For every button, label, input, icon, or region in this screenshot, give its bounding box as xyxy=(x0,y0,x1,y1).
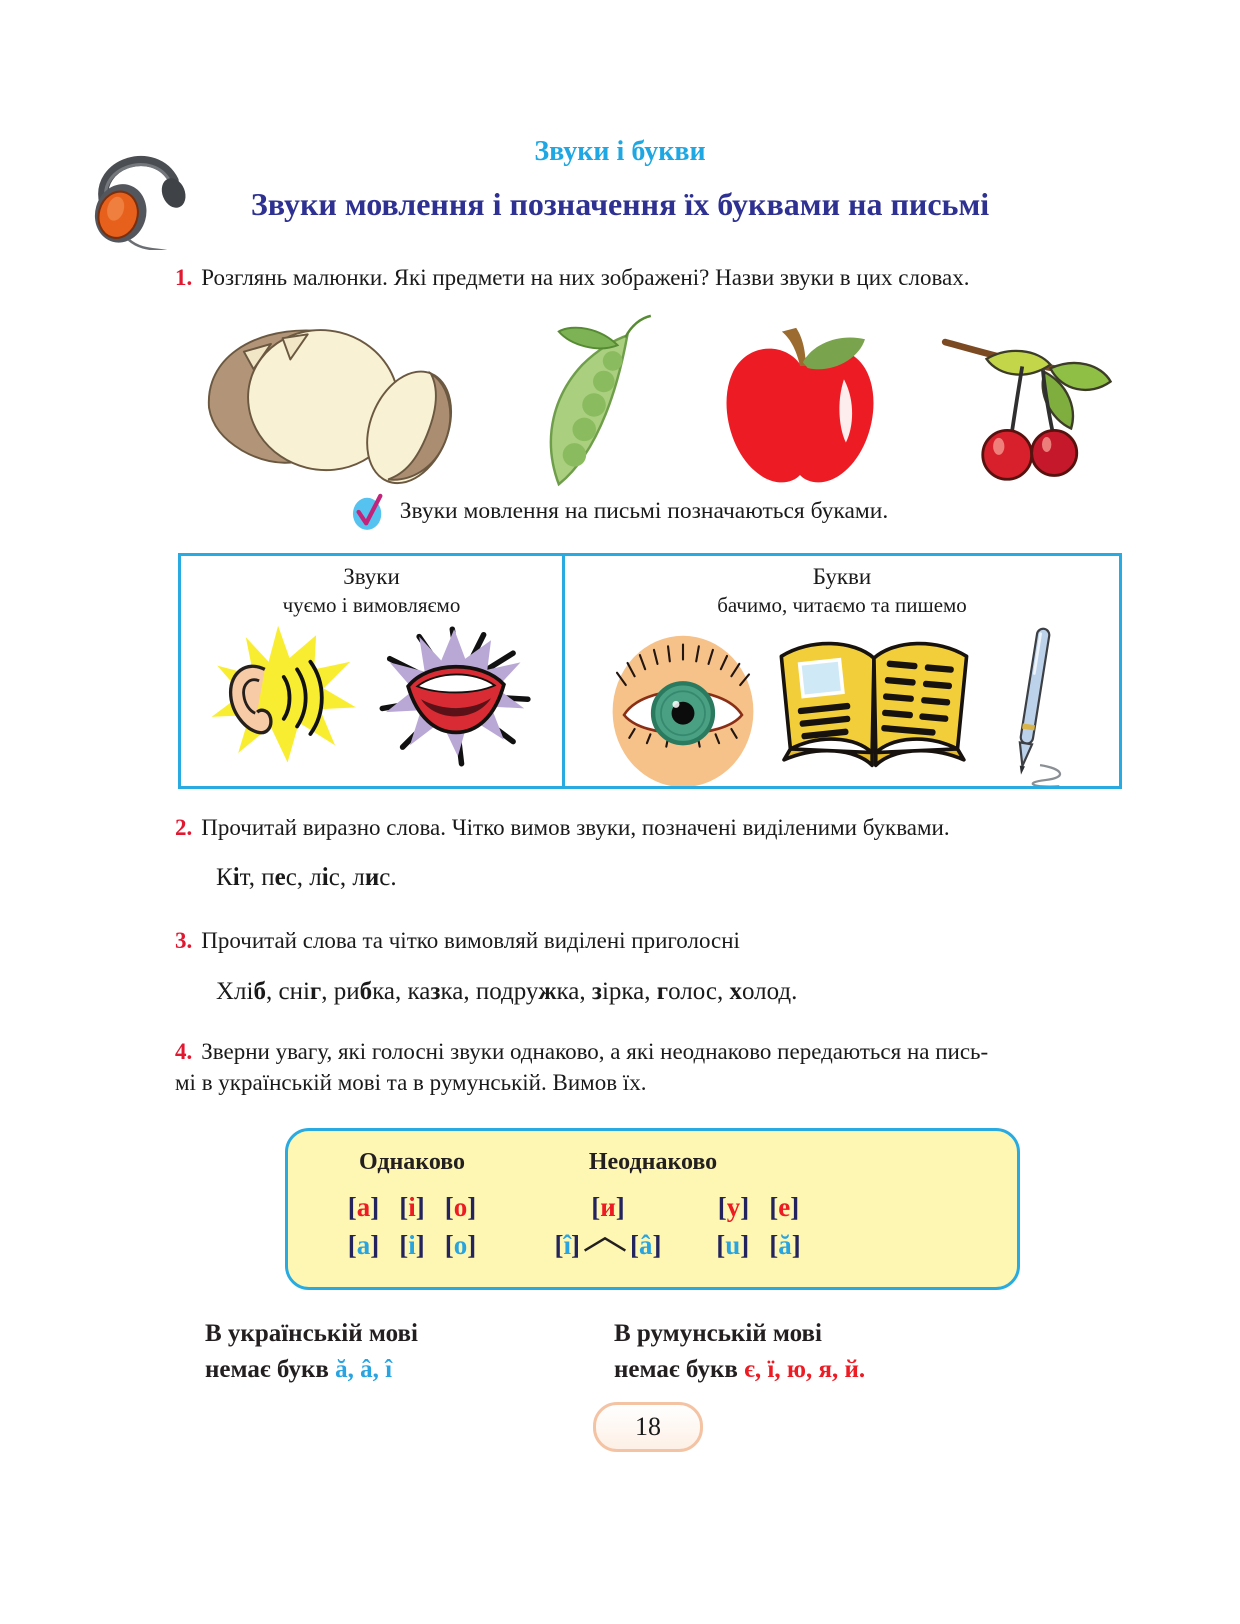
ukrainian-note-line1: В українській мові xyxy=(205,1320,418,1347)
cherries-illustration xyxy=(932,330,1120,496)
romanian-note xyxy=(614,1316,865,1388)
mouth-illustration xyxy=(368,620,544,772)
ear-illustration xyxy=(200,620,360,772)
exercise-4-text-line1: Зверни увагу, які голосні звуки однаково, а які неоднаково передаються на пись- xyxy=(201,1039,989,1064)
exercise-4-text-line2: мі в українській мові та в румунській. Вимов їх. xyxy=(175,1070,647,1095)
exercise-3 xyxy=(175,925,1080,956)
exercise-4-number: 4. xyxy=(175,1039,193,1064)
diff-romanian-phonemes-i-a: [î] [â] xyxy=(554,1230,662,1260)
romanian-note-line1: В румунській мові xyxy=(614,1320,822,1347)
sounds-column-subtitle: чуємо і вимовляємо xyxy=(282,593,461,617)
section-title: Звуки і букви xyxy=(534,136,706,167)
exercise-3-text: Прочитай слова та чітко вимовляй виділені приголосні xyxy=(201,928,740,953)
diff-romanian-phonemes-u-a: [u] [ă] xyxy=(716,1230,801,1260)
exercise-2-words: Кіт, пес, ліс, лис. xyxy=(216,864,397,891)
ukrainian-only-letters: є, ї, ю, я, й. xyxy=(744,1356,866,1383)
checkmark-icon xyxy=(352,490,386,532)
exercise-1 xyxy=(175,262,1080,293)
sounds-letters-table xyxy=(178,553,1122,789)
book-illustration xyxy=(766,620,981,786)
eye-illustration xyxy=(608,634,758,786)
vowels-comparison-box xyxy=(285,1128,1020,1290)
diff-ukrainian-phoneme-y: [и] xyxy=(591,1192,625,1222)
pen-illustration xyxy=(989,621,1077,786)
ukrainian-note-line2: немає букв ă, â, î xyxy=(205,1356,393,1383)
page-title: Звуки мовлення і позначення їх буквами на письмі xyxy=(250,186,990,222)
bread-illustration xyxy=(180,310,480,496)
diff-ukrainian-phonemes-u-e: [у] [е] xyxy=(717,1192,800,1222)
exercise-2-text: Прочитай виразно слова. Чітко вимов звуки, позначені виділеними буквами. xyxy=(201,815,950,840)
circumflex-link-icon xyxy=(583,1235,627,1253)
pea-pod-illustration xyxy=(521,310,669,496)
same-romanian-phonemes: [a] [i] [o] xyxy=(347,1230,477,1260)
same-header: Однаково xyxy=(358,1149,466,1175)
ukrainian-note xyxy=(205,1316,418,1388)
same-ukrainian-phonemes: [а] [і] [о] xyxy=(347,1192,477,1222)
romanian-note-line2: немає букв є, ї, ю, я, й. xyxy=(614,1356,866,1383)
sounds-column-title: Звуки xyxy=(343,564,400,589)
exercise-1-text: Розглянь малюнки. Які предмети на них зображені? Назви звуки в цих словах. xyxy=(201,265,970,290)
different-header: Неоднаково xyxy=(588,1149,718,1175)
exercise-3-number: 3. xyxy=(175,928,193,953)
letters-column xyxy=(565,556,1119,786)
apple-illustration xyxy=(709,324,891,496)
exercise-3-words: Хліб, сніг, рибка, казка, подружка, зірка, голос, холод. xyxy=(216,978,798,1005)
key-point xyxy=(0,490,1240,532)
exercise-1-number: 1. xyxy=(175,265,193,290)
sounds-column xyxy=(181,556,565,786)
page-number: 18 xyxy=(593,1402,703,1452)
romanian-only-letters: ă, â, î xyxy=(335,1356,393,1383)
key-point-text: Звуки мовлення на письмі позначаються буками. xyxy=(399,497,889,524)
letters-column-title: Букви xyxy=(812,564,872,589)
exercise-2-number: 2. xyxy=(175,815,193,840)
exercise-2 xyxy=(175,812,1080,843)
exercise-1-pictures xyxy=(180,300,1120,496)
exercise-4 xyxy=(175,1036,1080,1098)
letters-column-subtitle: бачимо, читаємо та пишемо xyxy=(717,593,967,617)
